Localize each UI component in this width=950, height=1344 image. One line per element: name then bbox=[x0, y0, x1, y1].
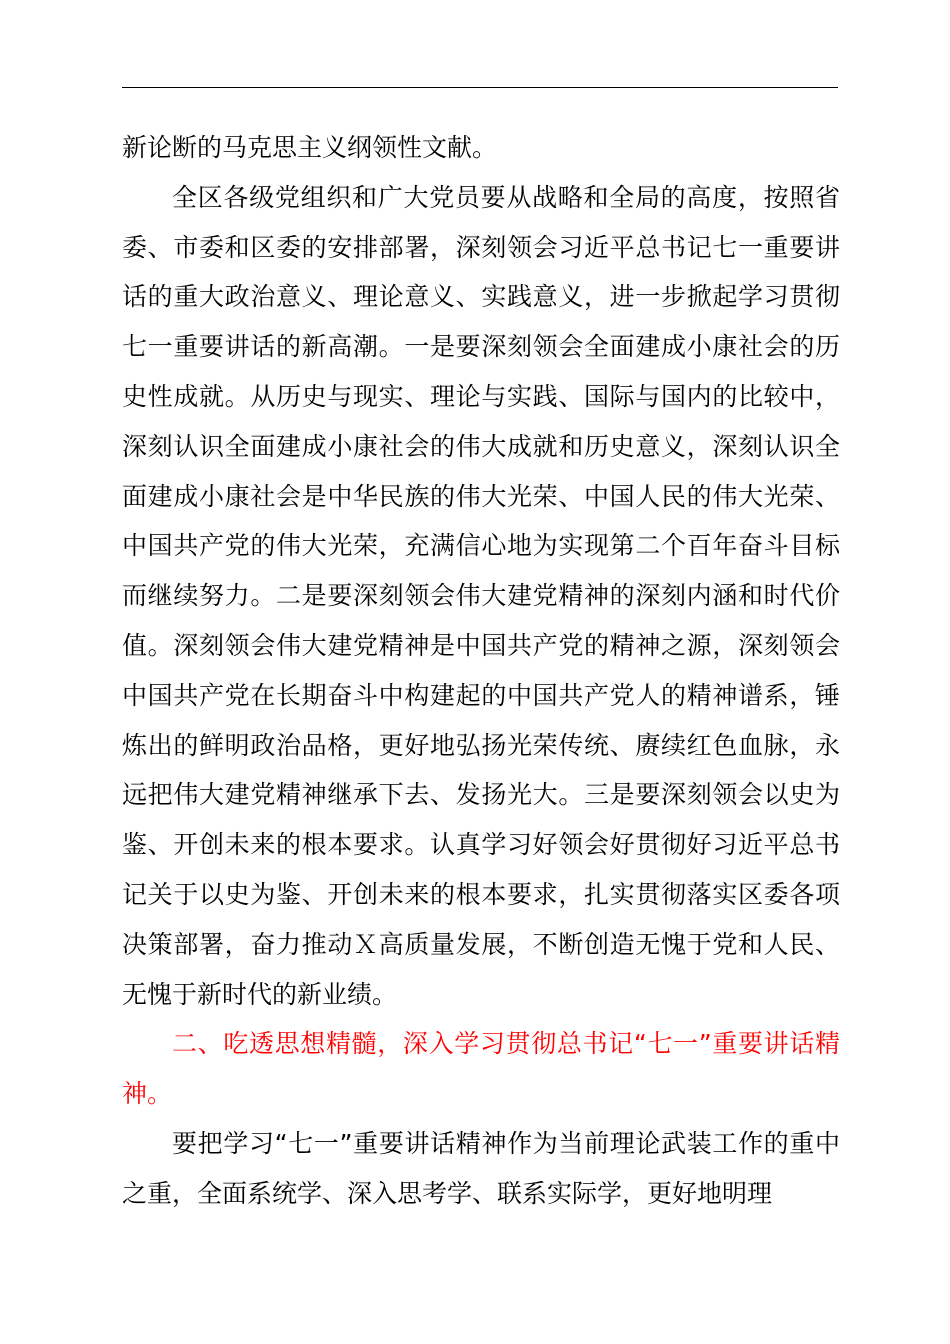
body-text bbox=[122, 123, 840, 1219]
paragraph-theory-study: 要把学习“七一”重要讲话精神作为当前理论武装工作的重中之重，全面系统学、深入思考学、联系实际学，更好地明理 bbox=[122, 1128, 840, 1208]
paragraph-continuation: 新论断的马克思主义纲领性文献。 bbox=[122, 133, 498, 162]
header-rule bbox=[122, 87, 838, 88]
section-heading-two: 二、吃透思想精髓，深入学习贯彻总书记“七一”重要讲话精神。 bbox=[122, 1029, 840, 1109]
paragraph-party-organizations: 全区各级党组织和广大党员要从战略和全局的高度，按照省委、市委和区委的安排部署，深刻领会习近平总书记七一重要讲话的重大政治意义、理论意义、实践意义，进一步掀起学习贯彻七一重要讲话的新高潮。一是要深刻领会全面建成小康社会的历史性成就。从历史与现实、理论与实践、国际与国内的比较中，深刻认识全面建成小康社会的伟大成就和历史意义，深刻认识全面建成小康社会是中华民族的伟大光荣、中国人民的伟大光荣、中国共产党的伟大光荣，充满信心地为实现第二个百年奋斗目标而继续努力。二是要深刻领会伟大建党精神的深刻内涵和时代价值。深刻领会伟大建党精神是中国共产党的精神之源，深刻领会中国共产党在长期奋斗中构建起的中国共产党人的精神谱系，锤炼出的鲜明政治品格，更好地弘扬光荣传统、赓续红色血脉，永远把伟大建党精神继承下去、发扬光大。三是要深刻领会以史为鉴、开创未来的根本要求。认真学习好领会好贯彻好习近平总书记关于以史为鉴、开创未来的根本要求，扎实贯彻落实区委各项决策部署，奋力推动Ｘ高质量发展，不断创造无愧于党和人民、无愧于新时代的新业绩。 bbox=[122, 182, 840, 1009]
